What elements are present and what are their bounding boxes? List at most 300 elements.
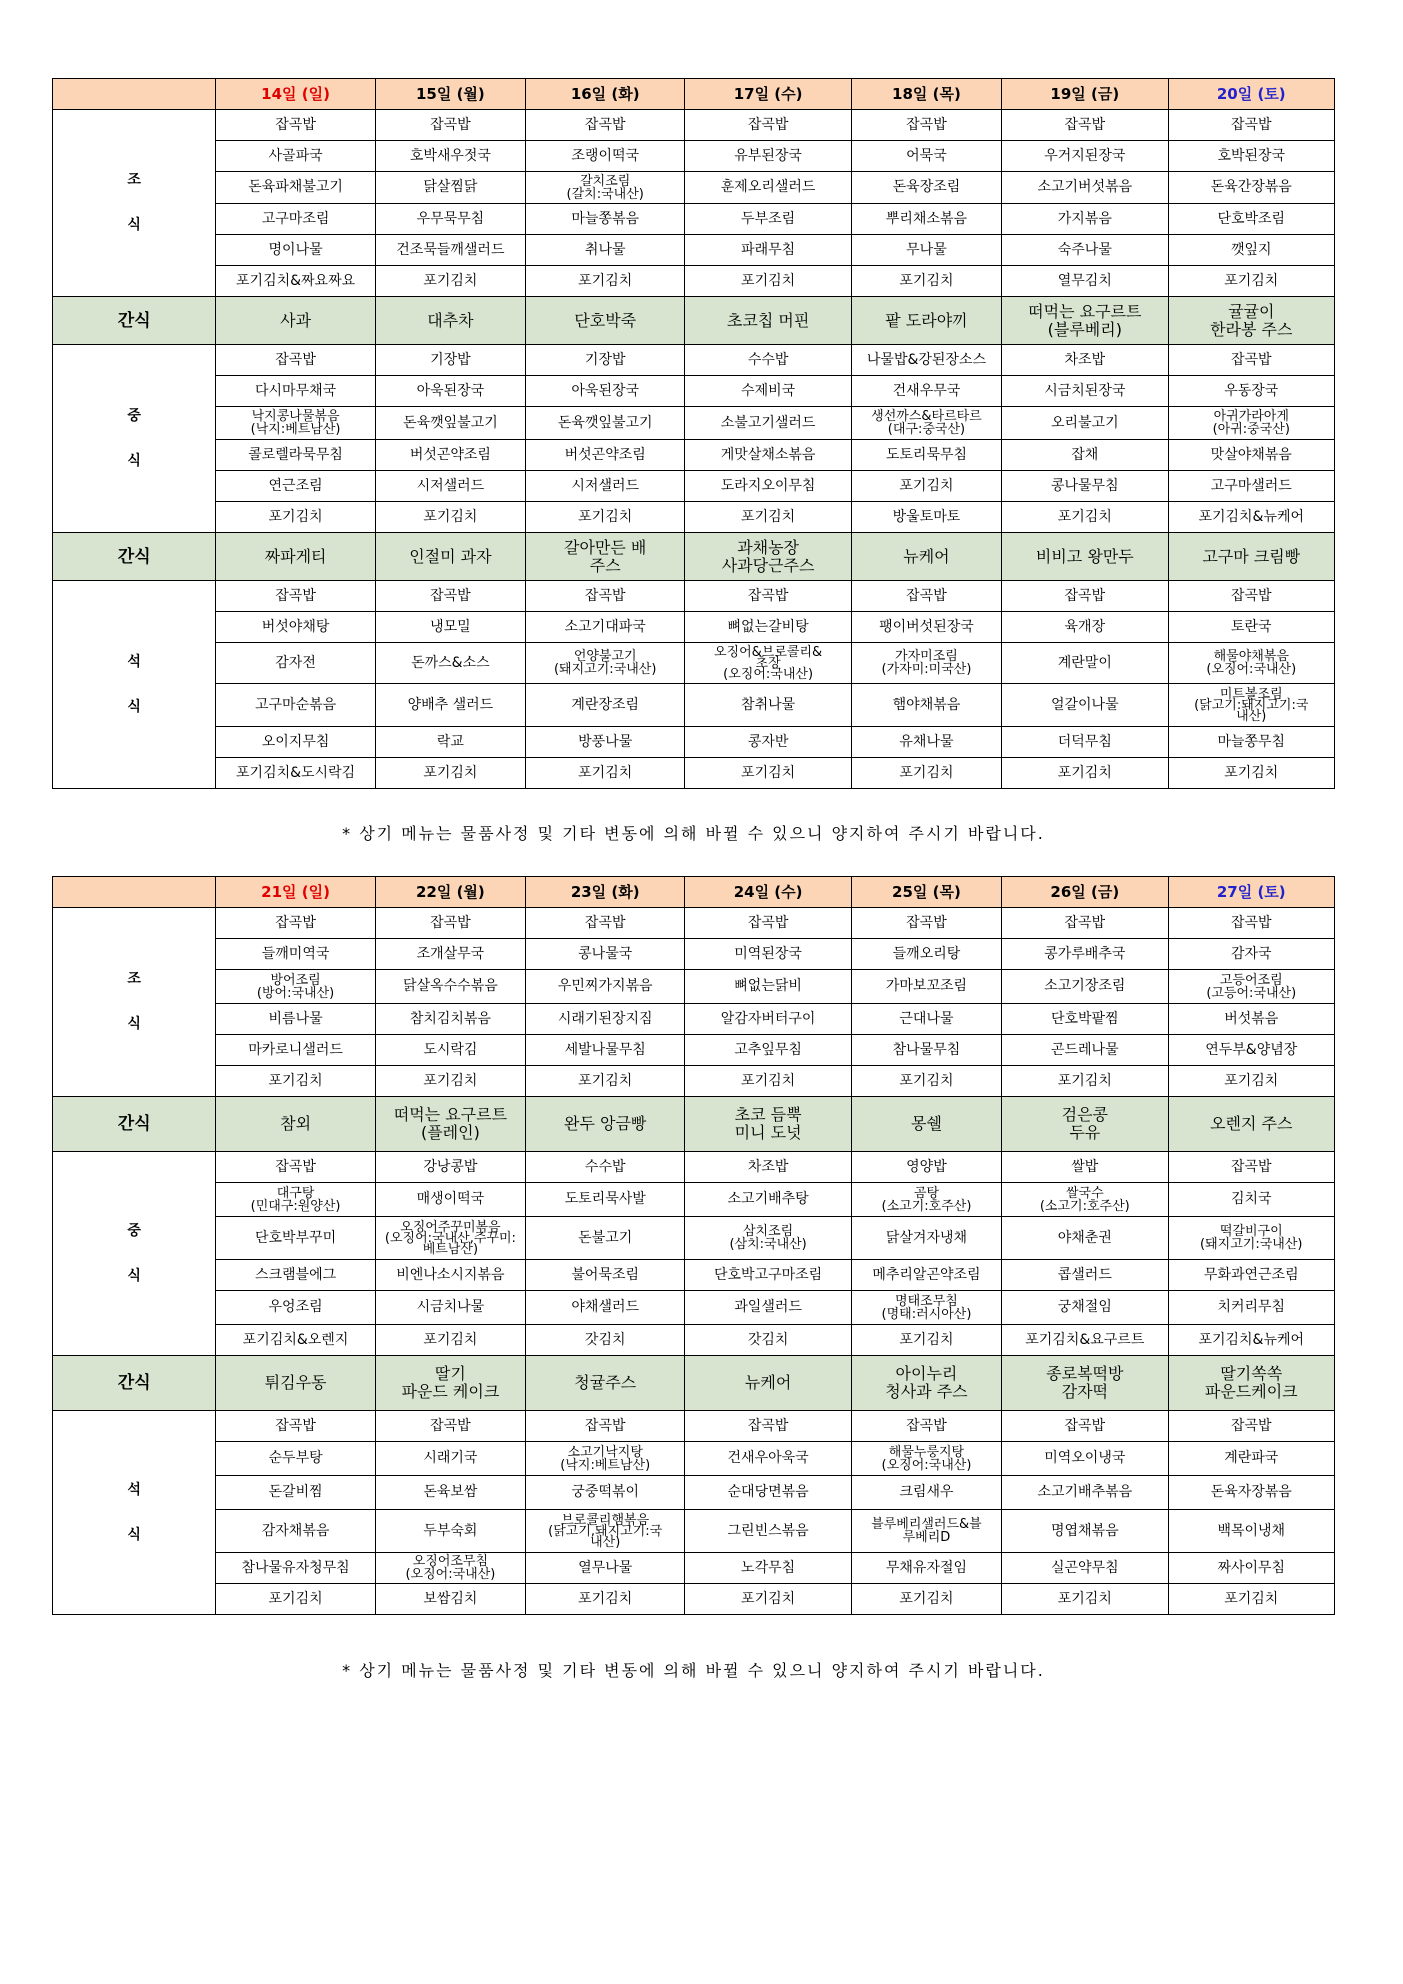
menu-item: 시저샐러드 [526, 471, 685, 502]
menu-item: 미역된장국 [685, 939, 851, 970]
day-header: 19일 (금) [1002, 79, 1168, 110]
dinner-label [53, 1411, 216, 1615]
breakfast-label [53, 908, 216, 1097]
menu-item: 차조밥 [1002, 345, 1168, 376]
breakfast-label [53, 110, 216, 297]
menu-item: 시금치나물 [375, 1291, 525, 1325]
dinner-label-char: 식 [127, 698, 141, 715]
day-header: 26일 (금) [1002, 877, 1168, 908]
menu-item: 포기김치 [526, 502, 685, 533]
day-header: 24일 (수) [685, 877, 851, 908]
menu-item: 맛살야채볶음 [1168, 440, 1334, 471]
menu-item: 잡곡밥 [526, 908, 685, 939]
menu-item: 연근조림 [216, 471, 375, 502]
menu-item: 단호박조림 [1168, 204, 1334, 235]
breakfast-row [53, 1066, 1335, 1097]
menu-item: 잡곡밥 [1002, 908, 1168, 939]
menu-item: 포기김치 [375, 1325, 525, 1356]
menu-item: 마늘쫑무침 [1168, 727, 1334, 758]
menu-item: 잡곡밥 [526, 581, 685, 612]
day-header-row [53, 79, 1335, 110]
menu-item: 대구탕 (민대구:원양산) [216, 1183, 375, 1217]
menu-item: 시래기국 [375, 1442, 525, 1476]
menu-item: 도라지오이무침 [685, 471, 851, 502]
menu-item: 오징어주꾸미볶음 (오징어:국내산,주꾸미: 베트남산) [375, 1217, 525, 1260]
menu-item: 버섯볶음 [1168, 1004, 1334, 1035]
menu-item: 잡곡밥 [685, 908, 851, 939]
menu-item: 잡곡밥 [216, 1411, 375, 1442]
menu-item: 포기김치 [685, 266, 851, 297]
menu-item: 포기김치 [1002, 758, 1168, 789]
menu-item: 포기김치 [685, 758, 851, 789]
menu-item: 돈육깻잎불고기 [375, 407, 525, 440]
menu-item: 아욱된장국 [375, 376, 525, 407]
menu-item: 얼갈이나물 [1002, 684, 1168, 727]
menu-item: 크림새우 [851, 1476, 1001, 1510]
menu-item: 콩나물국 [526, 939, 685, 970]
menu-item: 포기김치 [526, 1584, 685, 1615]
breakfast-row [53, 235, 1335, 266]
menu-item: 포기김치 [851, 266, 1001, 297]
menu-item: 포기김치 [375, 502, 525, 533]
snack-label: 간식 [53, 1097, 216, 1152]
breakfast-row [53, 266, 1335, 297]
dinner-label-char: 식 [127, 1526, 141, 1543]
breakfast-label-char: 조 [127, 172, 141, 188]
dinner-row [53, 727, 1335, 758]
menu-item: 소고기대파국 [526, 612, 685, 643]
menu-item: 곤드레나물 [1002, 1035, 1168, 1066]
menu-item: 포기김치 [1168, 758, 1334, 789]
menu-item: 돈육자장볶음 [1168, 1476, 1334, 1510]
menu-item: 잡곡밥 [685, 581, 851, 612]
menu-item: 강낭콩밥 [375, 1152, 525, 1183]
menu-item: 비름나물 [216, 1004, 375, 1035]
menu-item: 궁중떡볶이 [526, 1476, 685, 1510]
menu-item: 유부된장국 [685, 141, 851, 172]
menu-item: 숙주나물 [1002, 235, 1168, 266]
menu-item: 포기김치&도시락김 [216, 758, 375, 789]
menu-item: 생선까스&타르타르 (대구:중국산) [851, 407, 1001, 440]
menu-item: 돈까스&소스 [375, 643, 525, 684]
menu-item: 참치김치볶음 [375, 1004, 525, 1035]
breakfast-row [53, 204, 1335, 235]
menu-item: 비엔나소시지볶음 [375, 1260, 525, 1291]
menu-item: 포기김치 [216, 502, 375, 533]
snack-item: 떠먹는 요구르트 (블루베리) [1002, 297, 1168, 345]
menu-item: 계란장조림 [526, 684, 685, 727]
menu-item: 잡곡밥 [216, 581, 375, 612]
menu-item: 차조밥 [685, 1152, 851, 1183]
snack-item: 초코 듬뿍 미니 도넛 [685, 1097, 851, 1152]
menu-item: 시저샐러드 [375, 471, 525, 502]
menu-change-notice: * 상기 메뉴는 물품사정 및 기타 변동에 의해 바뀔 수 있으니 양지하여 주시기 바랍니다. [342, 824, 1045, 843]
menu-item: 고등어조림 (고등어:국내산) [1168, 970, 1334, 1004]
menu-item: 포기김치 [1168, 266, 1334, 297]
snack-label: 간식 [53, 297, 216, 345]
menu-item: 잡곡밥 [216, 1152, 375, 1183]
snack-item: 단호박죽 [526, 297, 685, 345]
menu-item: 포기김치 [1002, 1584, 1168, 1615]
lunch-row [53, 376, 1335, 407]
menu-item: 도토리묵무침 [851, 440, 1001, 471]
menu-item: 마늘쫑볶음 [526, 204, 685, 235]
menu-item: 우엉조림 [216, 1291, 375, 1325]
lunch-row [53, 1217, 1335, 1260]
menu-item: 백목이냉채 [1168, 1510, 1334, 1553]
menu-item: 토란국 [1168, 612, 1334, 643]
menu-item: 포기김치 [375, 758, 525, 789]
snack-item: 사과 [216, 297, 375, 345]
lunch-label-char: 식 [127, 1267, 141, 1284]
menu-item: 잡곡밥 [526, 110, 685, 141]
menu-item: 명태조무침 (명태:러시아산) [851, 1291, 1001, 1325]
day-header: 22일 (월) [375, 877, 525, 908]
menu-item: 돈육장조림 [851, 172, 1001, 204]
menu-item: 단호박고구마조림 [685, 1260, 851, 1291]
menu-item: 갈치조림 (갈치:국내산) [526, 172, 685, 204]
menu-item: 호박새우젓국 [375, 141, 525, 172]
menu-item: 포기김치&뉴케어 [1168, 502, 1334, 533]
menu-item: 궁채절임 [1002, 1291, 1168, 1325]
menu-item: 콥샐러드 [1002, 1260, 1168, 1291]
menu-item: 잡곡밥 [216, 908, 375, 939]
menu-item: 명이나물 [216, 235, 375, 266]
menu-item: 오징어&브로콜리& 초장 (오징어:국내산) [685, 643, 851, 684]
menu-item: 락교 [375, 727, 525, 758]
breakfast-row [53, 1035, 1335, 1066]
header-corner [53, 877, 216, 908]
menu-item: 수수밥 [685, 345, 851, 376]
dinner-label [53, 581, 216, 789]
menu-item: 노각무침 [685, 1553, 851, 1584]
menu-item: 보쌈김치 [375, 1584, 525, 1615]
breakfast-row [53, 141, 1335, 172]
menu-item: 호박된장국 [1168, 141, 1334, 172]
day-header-row [53, 877, 1335, 908]
menu-item: 삼치조림 (삼치:국내산) [685, 1217, 851, 1260]
snack-item: 떠먹는 요구르트 (플레인) [375, 1097, 525, 1152]
menu-item: 아귀가라아게 (아귀:중국산) [1168, 407, 1334, 440]
menu-item: 포기김치 [216, 1066, 375, 1097]
day-header: 20일 (토) [1168, 79, 1334, 110]
menu-item: 건새우아욱국 [685, 1442, 851, 1476]
day-header: 21일 (일) [216, 877, 375, 908]
breakfast-row [53, 172, 1335, 204]
menu-item: 콩자반 [685, 727, 851, 758]
menu-item: 소고기배추볶음 [1002, 1476, 1168, 1510]
menu-item: 잡곡밥 [1168, 345, 1334, 376]
snack-item: 과채농장 사과당근주스 [685, 533, 851, 581]
breakfast-row [53, 939, 1335, 970]
menu-item: 소고기배추탕 [685, 1183, 851, 1217]
menu-item: 잡곡밥 [685, 110, 851, 141]
menu-item: 육개장 [1002, 612, 1168, 643]
menu-item: 소고기낙지탕 (낙지:베트남산) [526, 1442, 685, 1476]
snack-item: 뉴케어 [851, 533, 1001, 581]
menu-item: 짜사이무침 [1168, 1553, 1334, 1584]
menu-item: 잡곡밥 [1168, 1152, 1334, 1183]
snack-item: 검은콩 두유 [1002, 1097, 1168, 1152]
menu-item: 아욱된장국 [526, 376, 685, 407]
snack-item: 딸기쏙쏙 파운드케이크 [1168, 1356, 1334, 1411]
menu-item: 매생이떡국 [375, 1183, 525, 1217]
snack-item: 팥 도라야끼 [851, 297, 1001, 345]
dinner-row [53, 1442, 1335, 1476]
menu-item: 포기김치 [216, 1584, 375, 1615]
breakfast-row [53, 1004, 1335, 1035]
dinner-row [53, 1476, 1335, 1510]
day-header: 17일 (수) [685, 79, 851, 110]
menu-item: 어묵국 [851, 141, 1001, 172]
menu-item: 알감자버터구이 [685, 1004, 851, 1035]
menu-item: 마카로니샐러드 [216, 1035, 375, 1066]
snack-item: 비비고 왕만두 [1002, 533, 1168, 581]
menu-item: 잡곡밥 [1168, 581, 1334, 612]
menu-item: 스크램블에그 [216, 1260, 375, 1291]
menu-item: 돈육파채불고기 [216, 172, 375, 204]
breakfast-label-char: 조 [127, 971, 141, 987]
menu-item: 메추리알곤약조림 [851, 1260, 1001, 1291]
menu-item: 근대나물 [851, 1004, 1001, 1035]
menu-item: 계란파국 [1168, 1442, 1334, 1476]
menu-item: 들깨오리탕 [851, 939, 1001, 970]
menu-item: 언양불고기 (돼지고기:국내산) [526, 643, 685, 684]
menu-item: 연두부&양념장 [1168, 1035, 1334, 1066]
snack-label: 간식 [53, 1356, 216, 1411]
menu-item: 과일샐러드 [685, 1291, 851, 1325]
menu-item: 미역오이냉국 [1002, 1442, 1168, 1476]
menu-item: 잡곡밥 [216, 345, 375, 376]
snack-item: 몽쉘 [851, 1097, 1001, 1152]
lunch-label [53, 345, 216, 533]
menu-item: 취나물 [526, 235, 685, 266]
menu-item: 실곤약무침 [1002, 1553, 1168, 1584]
menu-item: 나물밥&강된장소스 [851, 345, 1001, 376]
menu-item: 파래무침 [685, 235, 851, 266]
menu-item: 닭살찜닭 [375, 172, 525, 204]
menu-item: 단호박부꾸미 [216, 1217, 375, 1260]
snack-label: 간식 [53, 533, 216, 581]
dinner-row [53, 758, 1335, 789]
snack-item: 초코칩 머핀 [685, 297, 851, 345]
menu-item: 포기김치 [1168, 1066, 1334, 1097]
menu-item: 방울토마토 [851, 502, 1001, 533]
menu-item: 가마보꼬조림 [851, 970, 1001, 1004]
menu-item: 열무김치 [1002, 266, 1168, 297]
menu-item: 수제비국 [685, 376, 851, 407]
menu-item: 잡곡밥 [851, 110, 1001, 141]
menu-item: 참나물유자청무침 [216, 1553, 375, 1584]
menu-item: 잡곡밥 [375, 908, 525, 939]
menu-item: 소고기버섯볶음 [1002, 172, 1168, 204]
menu-item: 훈제오리샐러드 [685, 172, 851, 204]
dinner-label-char: 석 [127, 653, 141, 670]
menu-item: 가지볶음 [1002, 204, 1168, 235]
menu-item: 포기김치&뉴케어 [1168, 1325, 1334, 1356]
lunch-label [53, 1152, 216, 1356]
menu-item: 우동장국 [1168, 376, 1334, 407]
menu-item: 콜로렐라묵무침 [216, 440, 375, 471]
menu-item: 조랭이떡국 [526, 141, 685, 172]
menu-item: 잡곡밥 [1168, 110, 1334, 141]
menu-item: 고추잎무침 [685, 1035, 851, 1066]
menu-item: 뿌리채소볶음 [851, 204, 1001, 235]
menu-item: 잡채 [1002, 440, 1168, 471]
menu-item: 포기김치 [685, 502, 851, 533]
dinner-row [53, 612, 1335, 643]
breakfast-label-char: 식 [127, 1016, 141, 1032]
menu-item: 명엽채볶음 [1002, 1510, 1168, 1553]
menu-item: 돈불고기 [526, 1217, 685, 1260]
menu-item: 잡곡밥 [685, 1411, 851, 1442]
snack-item: 짜파게티 [216, 533, 375, 581]
lunch-row [53, 1325, 1335, 1356]
menu-item: 참취나물 [685, 684, 851, 727]
day-header: 18일 (목) [851, 79, 1001, 110]
snack-item: 딸기 파운드 케이크 [375, 1356, 525, 1411]
menu-item: 잡곡밥 [851, 908, 1001, 939]
dinner-row [53, 581, 1335, 612]
menu-item: 열무나물 [526, 1553, 685, 1584]
menu-item: 포기김치 [1002, 502, 1168, 533]
dinner-row [53, 1584, 1335, 1615]
menu-item: 떡갈비구이 (돼지고기:국내산) [1168, 1217, 1334, 1260]
dinner-row [53, 1411, 1335, 1442]
menu-item: 참나물무침 [851, 1035, 1001, 1066]
day-header: 16일 (화) [526, 79, 685, 110]
dinner-row [53, 684, 1335, 727]
menu-item: 포기김치 [851, 1325, 1001, 1356]
lunch-label-char: 식 [127, 452, 141, 469]
menu-item: 햄야채볶음 [851, 684, 1001, 727]
menu-item: 갓김치 [685, 1325, 851, 1356]
snack1-row [53, 1097, 1335, 1152]
menu-item: 방풍나물 [526, 727, 685, 758]
menu-item: 포기김치 [851, 1066, 1001, 1097]
menu-item: 버섯야채탕 [216, 612, 375, 643]
menu-item: 잡곡밥 [1168, 1411, 1334, 1442]
lunch-label-char: 중 [127, 407, 141, 424]
snack-item: 튀김우동 [216, 1356, 375, 1411]
menu-item: 갓김치 [526, 1325, 685, 1356]
lunch-row [53, 407, 1335, 440]
menu-item: 오징어조무침 (오징어:국내산) [375, 1553, 525, 1584]
menu-item: 야채춘권 [1002, 1217, 1168, 1260]
menu-item: 미트볼조림 (닭고기:돼지고기:국 내산) [1168, 684, 1334, 727]
menu-item: 유채나물 [851, 727, 1001, 758]
menu-item: 조개살무국 [375, 939, 525, 970]
dinner-row [53, 1510, 1335, 1553]
menu-item: 뼈없는닭비 [685, 970, 851, 1004]
menu-item: 잡곡밥 [851, 1411, 1001, 1442]
menu-item: 두부숙회 [375, 1510, 525, 1553]
menu-item: 포기김치 [375, 266, 525, 297]
day-header: 27일 (토) [1168, 877, 1334, 908]
menu-item: 영양밥 [851, 1152, 1001, 1183]
menu-item: 깻잎지 [1168, 235, 1334, 266]
lunch-row [53, 1183, 1335, 1217]
snack-item: 종로복떡방 감자떡 [1002, 1356, 1168, 1411]
menu-item: 포기김치 [1168, 1584, 1334, 1615]
menu-item: 포기김치&요구르트 [1002, 1325, 1168, 1356]
menu-item: 불어묵조림 [526, 1260, 685, 1291]
menu-item: 우민찌가지볶음 [526, 970, 685, 1004]
menu-item: 사골파국 [216, 141, 375, 172]
menu-item: 포기김치 [526, 758, 685, 789]
day-header: 14일 (일) [216, 79, 375, 110]
menu-item: 우거지된장국 [1002, 141, 1168, 172]
day-header: 25일 (목) [851, 877, 1001, 908]
menu-item: 포기김치 [526, 266, 685, 297]
menu-item: 포기김치 [851, 471, 1001, 502]
menu-item: 김치국 [1168, 1183, 1334, 1217]
menu-item: 포기김치 [685, 1584, 851, 1615]
menu-table-week1 [52, 78, 1335, 789]
menu-item: 닭살옥수수볶음 [375, 970, 525, 1004]
menu-item: 두부조림 [685, 204, 851, 235]
lunch-row [53, 1260, 1335, 1291]
menu-item: 도토리묵사발 [526, 1183, 685, 1217]
breakfast-row [53, 908, 1335, 939]
header-corner [53, 79, 216, 110]
menu-item: 그린빈스볶음 [685, 1510, 851, 1553]
menu-item: 무화과연근조림 [1168, 1260, 1334, 1291]
menu-item: 돈갈비찜 [216, 1476, 375, 1510]
menu-item: 포기김치&짜요짜요 [216, 266, 375, 297]
lunch-row [53, 345, 1335, 376]
menu-item: 곰탕 (소고기:호주산) [851, 1183, 1001, 1217]
menu-item: 포기김치 [851, 758, 1001, 789]
lunch-label-char: 중 [127, 1222, 141, 1239]
menu-item: 포기김치 [685, 1066, 851, 1097]
snack2-row [53, 1356, 1335, 1411]
menu-item: 냉모밀 [375, 612, 525, 643]
menu-item: 게맛살채소볶음 [685, 440, 851, 471]
menu-item: 잡곡밥 [526, 1411, 685, 1442]
menu-item: 브로콜리햄볶음 (닭고기,돼지고기:국 내산) [526, 1510, 685, 1553]
menu-item: 쌀밥 [1002, 1152, 1168, 1183]
menu-item: 오리불고기 [1002, 407, 1168, 440]
menu-item: 콩가루배추국 [1002, 939, 1168, 970]
snack-item: 완두 앙금빵 [526, 1097, 685, 1152]
breakfast-label-char: 식 [127, 217, 141, 233]
menu-item: 고구마순볶음 [216, 684, 375, 727]
menu-item: 잡곡밥 [1168, 908, 1334, 939]
lunch-row [53, 1152, 1335, 1183]
menu-item: 감자국 [1168, 939, 1334, 970]
dinner-label-char: 석 [127, 1481, 141, 1498]
menu-item: 다시마무채국 [216, 376, 375, 407]
menu-item: 감자채볶음 [216, 1510, 375, 1553]
menu-item: 고구마조림 [216, 204, 375, 235]
menu-item: 무나물 [851, 235, 1001, 266]
breakfast-row [53, 970, 1335, 1004]
snack-item: 오렌지 주스 [1168, 1097, 1334, 1152]
menu-item: 오이지무침 [216, 727, 375, 758]
lunch-row [53, 440, 1335, 471]
menu-item: 포기김치 [375, 1066, 525, 1097]
menu-item: 잡곡밥 [851, 581, 1001, 612]
lunch-row [53, 471, 1335, 502]
snack-item: 인절미 과자 [375, 533, 525, 581]
menu-item: 시금치된장국 [1002, 376, 1168, 407]
menu-item: 소고기장조림 [1002, 970, 1168, 1004]
snack2-row [53, 533, 1335, 581]
menu-item: 시래기된장지짐 [526, 1004, 685, 1035]
menu-item: 잡곡밥 [375, 110, 525, 141]
menu-item: 잡곡밥 [1002, 581, 1168, 612]
